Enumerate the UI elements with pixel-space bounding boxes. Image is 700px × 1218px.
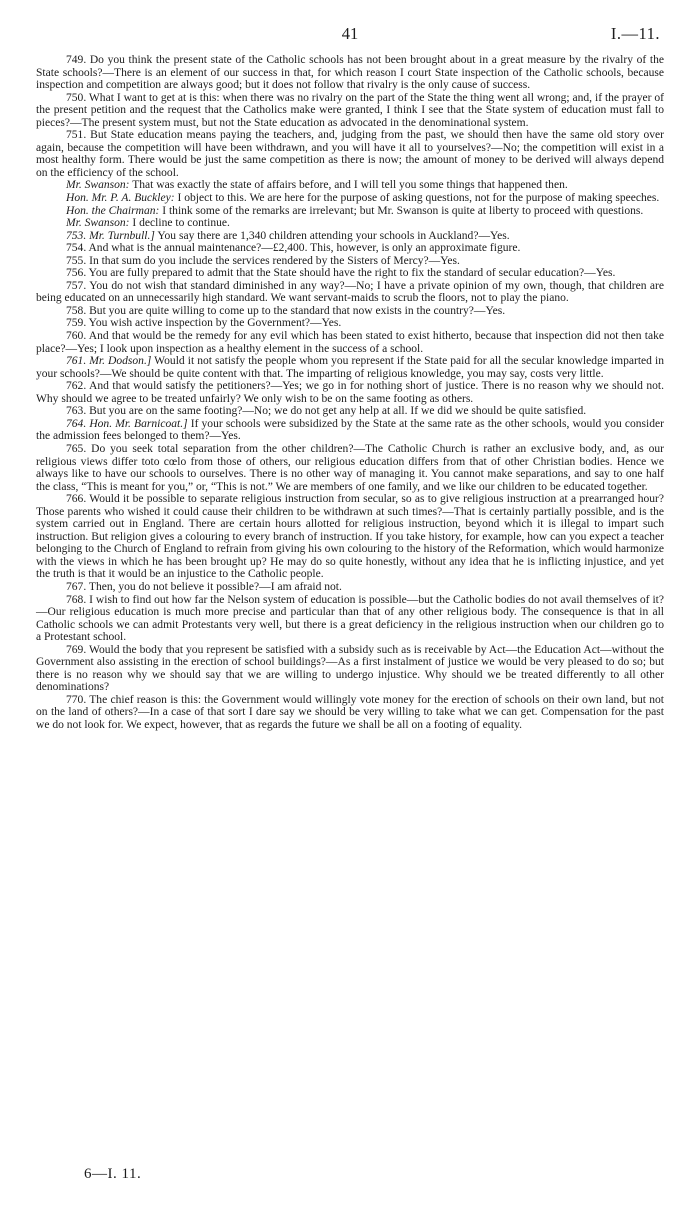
paragraph-text: 765. Do you seek total separation from the other children?—The Catholic Church is rather an exclusive body, and, as our religious views differ toto cœlo from those of others, our religious education differs from that of other Christian bodies. Hence we always like to have our schools to ourselves. There is no other way of managing it. You cannot make separations, and say to one half the class, “This is meant for you,” or, “This is not.” We are members of one family, and we like our children to be educated together. bbox=[36, 442, 664, 493]
testimony-paragraph bbox=[36, 443, 664, 493]
testimony-paragraph bbox=[36, 644, 664, 694]
testimony-paragraph bbox=[36, 405, 664, 418]
paragraph-text: 751. But State education means paying the teachers, and, judging from the past, we should then have the same old story over again, because the competition will have been withdrawn, and you will have it all to yourselves?—No; the competition will exist in a most healthy form. There would be just the same competition as there is now; the amount of money to be derived will always depend on the efficiency of the school. bbox=[36, 129, 664, 179]
speaker-lead: 764. Hon. Mr. Barnicoat.] bbox=[66, 417, 188, 430]
paragraph-text: You say there are 1,340 children attending your schools in Auckland?—Yes. bbox=[154, 229, 510, 242]
paragraph-text: 768. I wish to find out how far the Nelson system of education is possible—but the Catholic bodies do not avail themselves of it?—Our religious education is much more precise and particular than that of any other religious body. The consequence is that in all Catholic schools we can admit Protestants very well, but there is a great deficiency in the religious instruction when our children go to a Protestant school. bbox=[36, 593, 664, 644]
paragraph-text: 749. Do you think the present state of the Catholic schools has not been brought about in a great measure by the rivalry of the State schools?—There is an element of our success in that, for which reason I court State inspection of the Catholic schools, because inspection and competition are always good; but it does not follow that rivalry is the only cause of success. bbox=[36, 54, 664, 92]
paragraph-text: 757. You do not wish that standard diminished in any way?—No; I have a private opinion of my own, though, that children are being educated on an unnecessarily high standard. We want servant-maids to scrub the floors, not to play the piano. bbox=[36, 279, 664, 305]
paragraph-text: 770. The chief reason is this: the Government would willingly vote money for the erection of schools on their own land, but not on the land of others?—In a case of that sort I dare say we should be very willing to take what we can get. Compensation for the past we do not look for. We expect, however, that as regards the future we shall be all on a footing of equality. bbox=[36, 693, 664, 731]
speaker-lead: 753. Mr. Turnbull.] bbox=[66, 229, 155, 242]
speaker-lead: 761. Mr. Dodson.] bbox=[66, 355, 152, 368]
testimony-paragraph bbox=[36, 129, 664, 179]
paragraph-text: 759. You wish active inspection by the Government?—Yes. bbox=[66, 317, 342, 330]
document-reference: I.—11. bbox=[610, 24, 660, 43]
paragraph-text: I decline to continue. bbox=[129, 217, 230, 230]
testimony-paragraph bbox=[36, 242, 664, 255]
testimony-paragraph bbox=[36, 92, 664, 130]
speaker-lead: Mr. Swanson: bbox=[66, 179, 130, 192]
paragraph-text: 756. You are fully prepared to admit that the State should have the right to fix the standard of secular education?—Yes. bbox=[66, 267, 616, 280]
testimony-paragraph bbox=[36, 694, 664, 732]
paragraph-text: I object to this. We are here for the purpose of asking questions, not for the purpose of making speeches. bbox=[174, 192, 660, 205]
testimony-paragraph bbox=[36, 594, 664, 644]
testimony-paragraph bbox=[36, 317, 664, 330]
paragraph-text: 760. And that would be the remedy for any evil which has been stated to exist hitherto, because that inspection did not then take place?—Yes; I look upon inspection as a healthy element in the success of a school. bbox=[36, 330, 664, 355]
testimony-paragraph bbox=[36, 305, 664, 318]
testimony-paragraph bbox=[36, 418, 664, 443]
paragraph-text: That was exactly the state of affairs before, and I will tell you some things that happened then. bbox=[129, 179, 568, 192]
paragraph-text: If your schools were subsidized by the State at the same rate as the other schools, would you consider the admission fees belonged to them?—Yes. bbox=[36, 417, 664, 443]
testimony-paragraph bbox=[36, 179, 664, 192]
paragraph-text: 750. What I want to get at is this: when there was no rivalry on the part of the State the thing went all wrong; and, if the prayer of the present petition and the request that the Catholics make were granted, I think I see that the State system of education must fall to pieces?—The present system must, but not the State education as advocated in the denominational system. bbox=[36, 91, 664, 129]
testimony-paragraph bbox=[36, 230, 664, 243]
testimony-paragraph bbox=[36, 192, 664, 205]
paragraph-text: I think some of the remarks are irrelevant; but Mr. Swanson is quite at liberty to proceed with questions. bbox=[159, 204, 644, 217]
testimony-paragraph bbox=[36, 217, 664, 230]
testimony-paragraph bbox=[36, 205, 664, 218]
testimony-paragraph bbox=[36, 380, 664, 405]
paragraph-text: Would it not satisfy the people whom you represent if the State paid for all the secular knowledge imparted in your schools?—We should be quite content with that. The imparting of religious knowledge, you may say, costs very little. bbox=[36, 355, 664, 380]
testimony-paragraph bbox=[36, 330, 664, 355]
testimony-paragraph bbox=[36, 54, 664, 92]
paragraph-text: 758. But you are quite willing to come up to the standard that now exists in the country?—Yes. bbox=[66, 304, 506, 317]
testimony-paragraph bbox=[36, 267, 664, 280]
paragraph-text: 763. But you are on the same footing?—No; we do not get any help at all. If we did we should be quite satisfied. bbox=[66, 405, 587, 418]
testimony-paragraph bbox=[36, 355, 664, 380]
testimony-paragraph bbox=[36, 581, 664, 594]
speaker-lead: Hon. Mr. P. A. Buckley: bbox=[66, 192, 175, 205]
speaker-lead: Mr. Swanson: bbox=[66, 217, 130, 230]
speaker-lead: Hon. the Chairman: bbox=[66, 204, 160, 217]
sheet-signature: 6—I. 11. bbox=[84, 1166, 142, 1182]
paragraph-text: 767. Then, you do not believe it possible?—I am afraid not. bbox=[66, 580, 342, 593]
testimony-paragraph bbox=[36, 493, 664, 581]
testimony-paragraph bbox=[36, 255, 664, 268]
paragraph-text: 766. Would it be possible to separate religious instruction from secular, so as to give religious instruction at a prearranged hour? Those parents who wished it could cause their children to be withdrawn at such times?—That is certainly partially possible, and is the system carried out in England. There are certain hours allotted for religious instruction, beyond which it is illegal to impart such instruction. But religion gives a colouring to every branch of instruction. If you take history, for example, how can you expect a teacher belonging to the Church of England to refrain from giving his own colouring to the history of the Reformation, which would harmonize with the views in which he has been brought up? He may do so quite honestly, without any idea that he is inflicting injustice, and yet the truth is that it would be an injustice to the Catholic people. bbox=[36, 493, 664, 581]
page-header bbox=[36, 24, 664, 48]
paragraph-text: 762. And that would satisfy the petitioners?—Yes; we go in for nothing short of justice. There is no reason why we should not. Why should we agree to be treated unfairly? We only wish to be on the same footing as others. bbox=[36, 380, 664, 405]
testimony-body bbox=[36, 54, 664, 732]
paragraph-text: 754. And what is the annual maintenance?—£2,400. This, however, is only an approximate figure. bbox=[66, 242, 521, 255]
page-number: 41 bbox=[341, 24, 359, 43]
testimony-paragraph bbox=[36, 280, 664, 305]
paragraph-text: 755. In that sum do you include the services rendered by the Sisters of Mercy?—Yes. bbox=[66, 254, 460, 267]
paragraph-text: 769. Would the body that you represent be satisfied with a subsidy such as is receivable by Act—the Education Act—without the Government also assisting in the erection of school buildings?—As a first instalment of justice we would be very pleased to do so; but there is no reason why we should say that we are willing to undergo injustice. Why should we be treated differently to all other denominations? bbox=[36, 643, 664, 694]
